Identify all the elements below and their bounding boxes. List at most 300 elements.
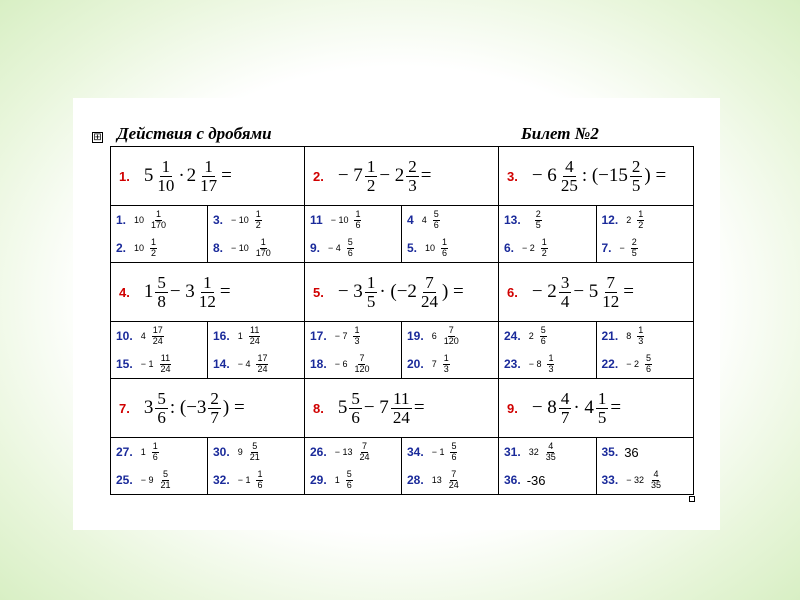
answer-value: 36 bbox=[624, 444, 639, 460]
whole-part: − bbox=[619, 243, 625, 253]
numerator: 5 bbox=[346, 469, 352, 480]
whole-part: − 1 bbox=[237, 475, 251, 485]
whole-part: 1 bbox=[140, 447, 146, 457]
answer-number: 17. bbox=[310, 329, 327, 343]
answer-number: 23. bbox=[504, 357, 521, 371]
whole-part: 13 bbox=[431, 475, 442, 485]
answer-option bbox=[499, 438, 596, 466]
fraction bbox=[158, 470, 172, 490]
worksheet-slide bbox=[73, 98, 720, 530]
answer-option bbox=[597, 438, 694, 466]
ticket-number: Билет №2 bbox=[521, 124, 599, 143]
whole-part: 10 bbox=[134, 215, 145, 225]
answer-column bbox=[208, 206, 305, 262]
table-resize-handle-icon[interactable] bbox=[689, 496, 695, 502]
whole-part: 10 bbox=[425, 243, 436, 253]
task-expression bbox=[144, 274, 231, 311]
answer-number: 8. bbox=[213, 241, 224, 255]
answer-column bbox=[402, 438, 499, 494]
task-expression bbox=[338, 390, 425, 427]
denominator: 3 bbox=[354, 335, 360, 346]
answer-value bbox=[134, 210, 169, 230]
answer-number: 11 bbox=[310, 213, 323, 227]
equals-sign: ) = bbox=[222, 397, 245, 418]
answer-option bbox=[499, 466, 596, 494]
answer-option bbox=[208, 322, 304, 350]
fraction bbox=[630, 158, 643, 195]
answer-column bbox=[208, 438, 305, 494]
task-expression bbox=[338, 274, 464, 311]
denominator: 5 bbox=[535, 219, 541, 230]
numerator: 2 bbox=[631, 237, 637, 248]
denominator: 6 bbox=[433, 219, 439, 230]
operator: − 5 bbox=[573, 281, 599, 302]
answer-option bbox=[402, 466, 498, 494]
answer-option bbox=[402, 234, 498, 262]
answer-number: 24. bbox=[504, 329, 521, 343]
answer-value bbox=[335, 470, 355, 490]
numerator: 2 bbox=[210, 388, 219, 408]
task-cell-2 bbox=[305, 147, 499, 206]
denominator: 6 bbox=[351, 407, 360, 427]
answer-group-5 bbox=[305, 322, 499, 379]
denominator: 5 bbox=[597, 407, 607, 427]
task-cell-3 bbox=[499, 147, 694, 206]
whole-part: 7 bbox=[431, 359, 437, 369]
numerator: 11 bbox=[393, 388, 410, 408]
answer-option bbox=[597, 234, 694, 262]
answer-option bbox=[111, 234, 207, 262]
numerator: 5 bbox=[645, 353, 651, 364]
table-move-handle-icon[interactable]: ⊞ bbox=[93, 132, 102, 143]
answer-number: 22. bbox=[601, 357, 619, 371]
whole-part: 6 bbox=[431, 331, 437, 341]
answer-column bbox=[499, 322, 596, 378]
fraction bbox=[365, 158, 378, 195]
task-expression bbox=[144, 158, 232, 195]
answer-value bbox=[335, 354, 373, 374]
answer-number: 18. bbox=[310, 357, 327, 371]
operator: · bbox=[178, 165, 185, 186]
numerator: 1 bbox=[156, 209, 162, 220]
fraction bbox=[432, 210, 441, 230]
fraction bbox=[255, 354, 269, 374]
answer-value bbox=[238, 442, 263, 462]
numerator: 7 bbox=[359, 353, 365, 364]
denominator: 120 bbox=[354, 363, 370, 374]
fraction bbox=[255, 470, 264, 490]
task-cell-9 bbox=[499, 379, 694, 438]
fraction bbox=[636, 326, 645, 346]
fraction bbox=[644, 354, 653, 374]
fraction bbox=[559, 274, 572, 311]
operator: : (−15 bbox=[581, 165, 628, 186]
answer-value bbox=[141, 354, 174, 374]
fraction bbox=[349, 390, 362, 427]
numerator: 1 bbox=[638, 209, 644, 220]
whole-part: − 32 bbox=[626, 475, 644, 485]
numerator: 1 bbox=[366, 272, 376, 292]
denominator: 35 bbox=[650, 479, 661, 490]
numerator: 5 bbox=[157, 388, 166, 408]
fraction bbox=[357, 442, 371, 462]
numerator: 5 bbox=[347, 237, 353, 248]
answer-value bbox=[231, 238, 274, 258]
numerator: 17 bbox=[257, 353, 268, 364]
denominator: 120 bbox=[443, 335, 459, 346]
fraction bbox=[544, 442, 558, 462]
numerator: 5 bbox=[540, 325, 546, 336]
fraction bbox=[540, 238, 549, 258]
denominator: 21 bbox=[249, 451, 260, 462]
numerator: 1 bbox=[354, 325, 360, 336]
whole-part: 1 bbox=[237, 331, 243, 341]
denominator: 2 bbox=[541, 247, 547, 258]
denominator: 2 bbox=[638, 219, 644, 230]
answer-value bbox=[141, 470, 174, 490]
fraction bbox=[534, 210, 543, 230]
fraction bbox=[449, 442, 458, 462]
answer-value bbox=[425, 238, 450, 258]
answer-number: 14. bbox=[213, 357, 230, 371]
whole-part: 9 bbox=[237, 447, 243, 457]
numerator: 11 bbox=[250, 325, 260, 336]
answer-value bbox=[134, 238, 159, 258]
exercise-table bbox=[110, 146, 694, 495]
task-cell-6 bbox=[499, 263, 694, 322]
answer-value bbox=[335, 326, 363, 346]
answer-option bbox=[402, 206, 498, 234]
fraction bbox=[198, 158, 219, 195]
fraction bbox=[559, 158, 580, 195]
fraction bbox=[391, 390, 412, 427]
answer-number: 13. bbox=[504, 213, 521, 227]
fraction bbox=[151, 326, 165, 346]
task-cell-4 bbox=[111, 263, 305, 322]
answer-option bbox=[402, 438, 498, 466]
task-expression bbox=[144, 390, 245, 427]
equals-sign: = bbox=[221, 165, 232, 186]
answer-option bbox=[208, 466, 304, 494]
numerator: 1 bbox=[597, 388, 607, 408]
denominator: 3 bbox=[638, 335, 644, 346]
task-expression bbox=[532, 390, 621, 427]
task-cell-8 bbox=[305, 379, 499, 438]
numerator: 5 bbox=[433, 209, 439, 220]
numerator: 2 bbox=[408, 156, 417, 176]
fraction bbox=[151, 442, 160, 462]
answer-number: 34. bbox=[407, 445, 424, 459]
answer-number: 6. bbox=[504, 241, 515, 255]
fraction bbox=[197, 274, 218, 311]
fraction bbox=[600, 274, 621, 311]
whole-part: − 2 bbox=[626, 359, 639, 369]
numerator: 7 bbox=[606, 272, 616, 292]
whole-part: 5 bbox=[143, 165, 154, 186]
denominator: 6 bbox=[257, 479, 263, 490]
answer-option bbox=[208, 438, 304, 466]
denominator: 6 bbox=[540, 335, 546, 346]
task-row bbox=[111, 379, 694, 438]
denominator: 6 bbox=[157, 407, 166, 427]
whole-part: − 4 bbox=[328, 243, 341, 253]
whole-part: 2 bbox=[626, 215, 632, 225]
denominator: 10 bbox=[157, 175, 175, 195]
answer-number: 2. bbox=[116, 241, 127, 255]
task-number: 9. bbox=[507, 401, 518, 416]
whole-part: − 9 bbox=[140, 475, 154, 485]
denominator: 24 bbox=[448, 479, 459, 490]
numerator: 5 bbox=[157, 272, 166, 292]
task-row bbox=[111, 147, 694, 206]
answer-option bbox=[111, 438, 207, 466]
answer-option bbox=[208, 206, 304, 234]
fraction bbox=[208, 390, 221, 427]
answer-row bbox=[111, 322, 694, 379]
task-expression bbox=[532, 274, 634, 311]
denominator: 6 bbox=[645, 363, 651, 374]
numerator: 1 bbox=[355, 209, 361, 220]
numerator: 3 bbox=[560, 272, 570, 292]
denominator: 6 bbox=[355, 219, 361, 230]
answer-value bbox=[422, 210, 442, 230]
denominator: 2 bbox=[255, 219, 261, 230]
answer-value bbox=[626, 470, 664, 490]
answer-number: 25. bbox=[116, 473, 133, 487]
denominator: 24 bbox=[249, 335, 260, 346]
denominator: 25 bbox=[560, 175, 578, 195]
numerator: 5 bbox=[451, 441, 457, 452]
answer-option bbox=[499, 322, 596, 350]
fraction bbox=[442, 354, 451, 374]
task-number: 4. bbox=[119, 285, 130, 300]
answer-group-7 bbox=[111, 438, 305, 495]
numerator: 1 bbox=[255, 209, 261, 220]
whole-part: − 10 bbox=[330, 215, 349, 225]
equals-sign: = bbox=[413, 397, 425, 418]
answer-option bbox=[597, 206, 694, 234]
answer-value bbox=[328, 238, 356, 258]
answer-group-3 bbox=[499, 206, 694, 263]
fraction bbox=[596, 390, 609, 427]
answer-option bbox=[597, 466, 694, 494]
denominator: 170 bbox=[255, 247, 271, 258]
fraction bbox=[346, 238, 355, 258]
answer-number: 31. bbox=[504, 445, 521, 459]
fraction bbox=[440, 238, 449, 258]
task-number: 1. bbox=[119, 169, 130, 184]
answer-option bbox=[305, 234, 401, 262]
numerator: 1 bbox=[152, 441, 158, 452]
task-number: 6. bbox=[507, 285, 518, 300]
denominator: 170 bbox=[151, 219, 167, 230]
fraction bbox=[254, 210, 263, 230]
answer-column bbox=[596, 206, 693, 262]
answer-option bbox=[402, 350, 498, 378]
numerator: 4 bbox=[653, 469, 659, 480]
answer-value bbox=[620, 238, 640, 258]
whole-part: − 7 bbox=[334, 331, 348, 341]
whole-part: − 2 bbox=[522, 243, 535, 253]
answer-number: 1. bbox=[116, 213, 127, 227]
whole-part: 1 bbox=[334, 475, 340, 485]
whole-part: 1 bbox=[143, 281, 154, 302]
answer-number: 3. bbox=[213, 213, 224, 227]
answer-column bbox=[111, 438, 208, 494]
denominator: 3 bbox=[548, 363, 554, 374]
numerator: 1 bbox=[638, 325, 644, 336]
answer-option bbox=[208, 234, 304, 262]
numerator: 7 bbox=[448, 325, 454, 336]
fraction bbox=[248, 442, 262, 462]
answer-value bbox=[626, 326, 646, 346]
denominator: 3 bbox=[408, 175, 417, 195]
answer-number: 16. bbox=[213, 329, 230, 343]
answer-column bbox=[111, 322, 208, 378]
answer-option bbox=[499, 206, 596, 234]
fraction bbox=[406, 158, 419, 195]
task-cell-5 bbox=[305, 263, 499, 322]
answer-number: 35. bbox=[601, 445, 619, 459]
numerator: 1 bbox=[203, 272, 212, 292]
answer-number: 7. bbox=[601, 241, 612, 255]
answer-value bbox=[335, 442, 373, 462]
denominator: 24 bbox=[160, 363, 171, 374]
numerator: 1 bbox=[151, 237, 157, 248]
fraction bbox=[345, 470, 354, 490]
numerator: 2 bbox=[631, 156, 641, 176]
denominator: 5 bbox=[366, 291, 376, 311]
whole-part: 2 bbox=[186, 165, 197, 186]
fraction bbox=[447, 470, 461, 490]
answer-row bbox=[111, 438, 694, 495]
task-row bbox=[111, 263, 694, 322]
denominator: 5 bbox=[631, 247, 637, 258]
denominator: 3 bbox=[443, 363, 449, 374]
answer-option bbox=[305, 438, 401, 466]
operator: : (−3 bbox=[169, 397, 207, 418]
fraction bbox=[149, 238, 158, 258]
denominator: 24 bbox=[392, 407, 410, 427]
worksheet-header bbox=[117, 124, 657, 146]
fraction bbox=[158, 354, 172, 374]
numerator: 1 bbox=[161, 156, 171, 176]
answer-option bbox=[305, 206, 401, 234]
numerator: 11 bbox=[160, 353, 171, 364]
numerator: 5 bbox=[162, 469, 168, 480]
denominator: 6 bbox=[347, 247, 353, 258]
equals-sign: = bbox=[420, 165, 432, 186]
numerator: 1 bbox=[204, 156, 213, 176]
numerator: 7 bbox=[361, 441, 367, 452]
denominator: 35 bbox=[545, 451, 556, 462]
fraction bbox=[352, 354, 371, 374]
answer-column bbox=[402, 206, 499, 262]
equals-sign: ) = bbox=[441, 281, 464, 302]
numerator: 4 bbox=[548, 441, 554, 452]
answer-option bbox=[111, 466, 207, 494]
whole-part: − 13 bbox=[334, 447, 353, 457]
equals-sign: = bbox=[610, 397, 622, 418]
answer-group-2 bbox=[305, 206, 499, 263]
answer-number: 4 bbox=[407, 213, 414, 227]
whole-part: − 6 bbox=[334, 359, 348, 369]
answer-column bbox=[402, 322, 499, 378]
answer-number: 30. bbox=[213, 445, 230, 459]
answer-column bbox=[596, 322, 693, 378]
answer-value bbox=[141, 442, 161, 462]
operator: − 7 bbox=[363, 397, 389, 418]
whole-part: − 1 bbox=[431, 447, 445, 457]
denominator: 7 bbox=[560, 407, 570, 427]
whole-part: 3 bbox=[143, 397, 154, 418]
answer-value bbox=[529, 354, 557, 374]
denominator: 24 bbox=[152, 335, 163, 346]
answer-value bbox=[231, 210, 264, 230]
whole-part: − 6 bbox=[531, 165, 557, 186]
answer-group-6 bbox=[499, 322, 694, 379]
fraction bbox=[636, 210, 645, 230]
task-number: 2. bbox=[313, 169, 324, 184]
whole-part: 10 bbox=[134, 243, 145, 253]
task-number: 3. bbox=[507, 169, 518, 184]
whole-part: − 8 bbox=[528, 359, 542, 369]
numerator: 2 bbox=[535, 209, 541, 220]
answer-column bbox=[305, 322, 402, 378]
whole-part: 8 bbox=[626, 331, 632, 341]
fraction bbox=[352, 326, 361, 346]
denominator: 4 bbox=[560, 291, 570, 311]
operator: − 2 bbox=[379, 165, 405, 186]
whole-part: 5 bbox=[337, 397, 348, 418]
answer-number: 9. bbox=[310, 241, 321, 255]
numerator: 4 bbox=[560, 388, 570, 408]
answer-number: 12. bbox=[601, 213, 619, 227]
answer-option bbox=[111, 206, 207, 234]
whole-part: − 2 bbox=[531, 281, 557, 302]
answer-column bbox=[499, 206, 596, 262]
denominator: 7 bbox=[210, 407, 219, 427]
numerator: 1 bbox=[541, 237, 547, 248]
task-number: 7. bbox=[119, 401, 130, 416]
numerator: 4 bbox=[565, 156, 574, 176]
fraction bbox=[649, 470, 663, 490]
answer-value bbox=[626, 210, 646, 230]
fraction bbox=[365, 274, 378, 311]
answer-number: 15. bbox=[116, 357, 133, 371]
numerator: 5 bbox=[351, 388, 360, 408]
numerator: 1 bbox=[442, 237, 448, 248]
answer-option bbox=[499, 234, 596, 262]
answer-option bbox=[305, 466, 401, 494]
answer-number: 28. bbox=[407, 473, 424, 487]
answer-number: 33. bbox=[601, 473, 619, 487]
answer-value bbox=[626, 354, 654, 374]
numerator: 1 bbox=[548, 353, 554, 364]
numerator: 17 bbox=[152, 325, 163, 336]
answer-value bbox=[432, 354, 452, 374]
fraction bbox=[442, 326, 461, 346]
answer-number: 27. bbox=[116, 445, 133, 459]
denominator: 6 bbox=[451, 451, 457, 462]
answer-column bbox=[111, 206, 208, 262]
answer-number: 5. bbox=[407, 241, 418, 255]
fraction bbox=[546, 354, 555, 374]
answer-number: 26. bbox=[310, 445, 327, 459]
whole-part: − 3 bbox=[337, 281, 363, 302]
task-expression bbox=[532, 158, 666, 195]
denominator: 17 bbox=[200, 175, 218, 195]
